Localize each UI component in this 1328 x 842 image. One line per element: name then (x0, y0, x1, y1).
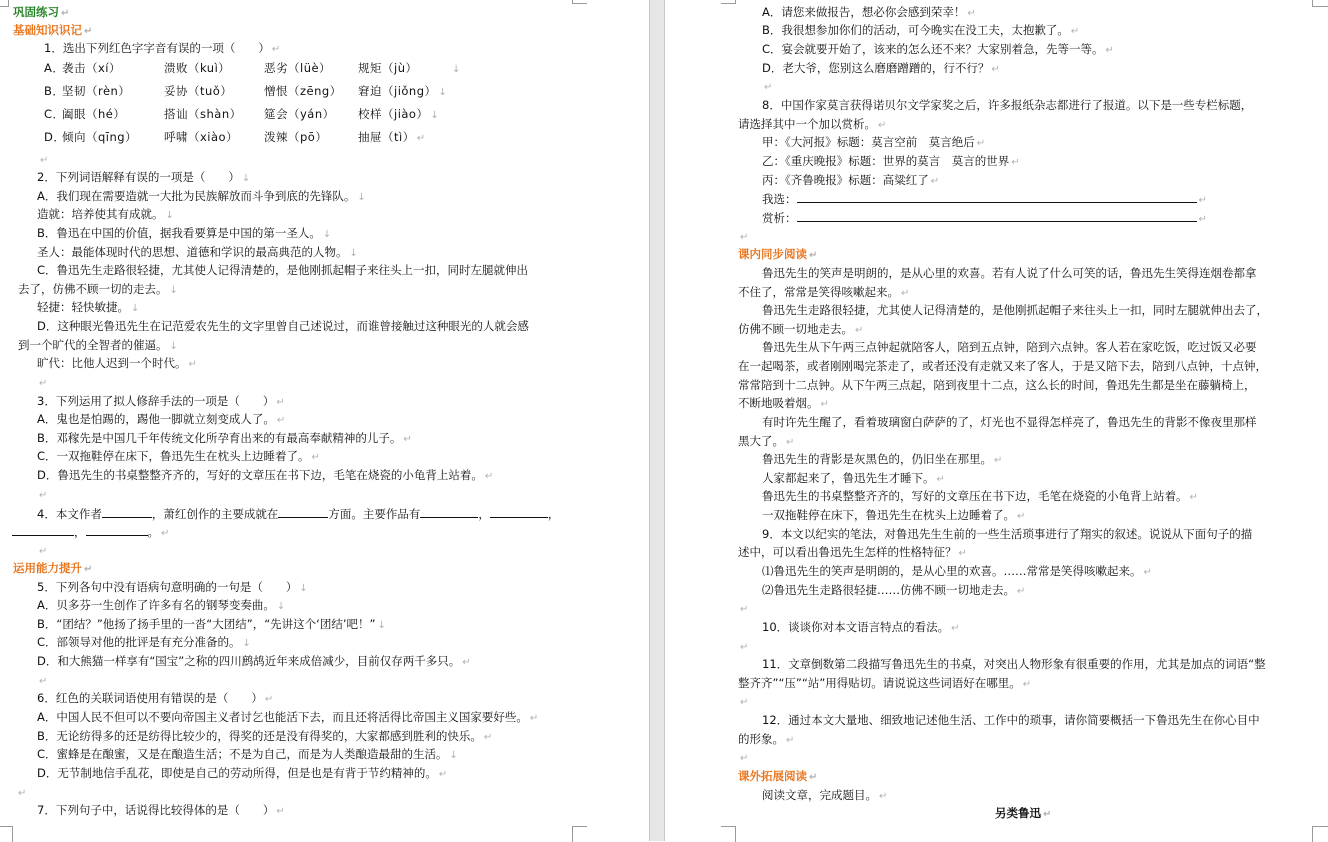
empty-paragraph: ↵ (39, 490, 48, 501)
passage-paragraph-3-line1: 鲁迅先生从下午两三点钟起就陪客人，陪到五点钟，陪到六点钟。客人若在家吃饭，吃过饭又必要 (762, 340, 1257, 354)
question-5-option-a: A．贝多芬一生创作了许多有名的钢琴变奏曲。 ↓ (37, 598, 286, 612)
question-12-line2: 的形象。 ↵ (738, 732, 795, 746)
question-1-option-c: C．阖眼（hé） 搭讪（shàn） 筵会（yán） 校样（jiào） ↓ (44, 107, 440, 121)
answer-blank[interactable] (102, 505, 152, 518)
question-4-line2: ， 。 ↵ (12, 523, 169, 539)
page-corner-mark (0, 0, 9, 7)
passage-paragraph-4-line2: 黑大了。 ↵ (738, 434, 795, 448)
question-8-option-bing: 丙：《齐鲁晚报》标题：高粱红了 ↵ (762, 173, 940, 187)
answer-blank[interactable] (278, 505, 328, 518)
passage-paragraph-3-line4: 不断地吸着烟。 ↵ (738, 396, 829, 410)
question-8-stem-line2: 请选择其中一个加以赏析。 ↵ (738, 117, 887, 131)
empty-paragraph: ↵ (40, 155, 49, 166)
empty-paragraph: ↵ (18, 788, 27, 799)
document-page-left (0, 0, 649, 841)
question-3-option-a: A．鬼也是怕踢的，踢他一脚就立刻变成人了。 ↵ (37, 412, 286, 426)
question-2-option-b-definition: 圣人：最能体现时代的思想、道德和学识的最高典范的人物。 ↓ (37, 245, 358, 259)
analysis-answer-line[interactable] (797, 209, 1197, 222)
page-corner-mark (572, 826, 587, 842)
passage-paragraph-6: 人家都起来了，鲁迅先生才睡下。 ↵ (762, 471, 945, 485)
page-corner-mark (1312, 826, 1328, 842)
answer-blank[interactable] (420, 505, 478, 518)
passage-paragraph-3-line3: 常常陪到十二点钟。从下午两三点起，陪到夜里十二点，这么长的时间，鲁迅先生都是坐在藤躺椅上， (738, 378, 1256, 392)
passage-paragraph-1-line2: 不住了，常常是笑得咳嗽起来。 ↵ (738, 285, 910, 299)
empty-paragraph: ↵ (740, 642, 749, 653)
question-8-stem-line1: 8．中国作家莫言获得诺贝尔文学家奖之后，许多报纸杂志都进行了报道。以下是一些专栏标题， (762, 98, 1253, 112)
question-10: 10．谈谈你对本文语言特点的看法。 ↵ (762, 620, 960, 634)
page-corner-mark (721, 826, 736, 842)
empty-paragraph: ↵ (740, 604, 749, 615)
passage-paragraph-3-line2: 在一起喝茶，或者刚刚喝完茶走了，或者还没有走就又来了客人，于是又陪下去，陪到八点钟，十点钟， (738, 359, 1267, 373)
passage-paragraph-5: 鲁迅先生的背影是灰黑色的，仍旧坐在那里。 ↵ (762, 452, 1003, 466)
section-heading-basic-knowledge: 基础知识识记 ↵ (13, 23, 93, 37)
question-2-option-a-definition: 造就：培养使其有成就。 ↓ (37, 207, 174, 221)
question-2-option-c-definition: 轻捷：轻快敏捷。 ↓ (37, 300, 140, 314)
question-12-line1: 12．通过本文大量地、细致地记述他生活、工作中的琐事，请你简要概括一下鲁迅先生在你心目中 (762, 713, 1260, 727)
question-3-option-c: C．一双拖鞋停在床下，鲁迅先生在枕头上边睡着了。 ↵ (37, 449, 320, 463)
question-8-analysis-row: 赏析： ↵ (762, 211, 1207, 225)
question-6-option-b: B．无论纺得多的还是纺得比较少的，得奖的还是没有得奖的，大家都感到胜利的快乐。 ↵ (37, 729, 493, 743)
question-9-stem-line2: 述中，可以看出鲁迅先生怎样的性格特征？ ↵ (738, 545, 967, 559)
answer-blank[interactable] (490, 505, 548, 518)
answer-blank[interactable] (86, 523, 148, 536)
question-7-option-b: B．我很想参加你们的活动，可今晚实在没工夫，太抱歉了。 ↵ (762, 23, 1080, 37)
answer-blank[interactable] (12, 523, 74, 536)
passage-paragraph-2-line2: 仿佛不顾一切地走去。 ↵ (738, 322, 864, 336)
section-heading-in-class-reading: 课内同步阅读 ↵ (738, 247, 818, 261)
question-2-option-c-line1: C．鲁迅先生走路很轻捷，尤其使人记得清楚的，是他刚抓起帽子来往头上一扣，同时左腿就伸出 (37, 263, 529, 277)
question-2-option-c-line2: 去了，仿佛不顾一切的走去。 ↓ (18, 282, 178, 296)
question-7-stem: 7．下列句子中，话说得比较得体的是（ ） ↵ (37, 803, 285, 817)
empty-paragraph: ↵ (764, 82, 773, 93)
question-2-option-d-line2: 到一个旷代的全智者的催逼。 ↓ (18, 338, 178, 352)
empty-paragraph: ↵ (39, 546, 48, 557)
question-9-stem-line1: 9．本文以纪实的笔法，对鲁迅先生生前的一些生活琐事进行了翔实的叙述。说说从下面句子的描 (762, 527, 1253, 541)
page-gutter (649, 0, 665, 841)
page-corner-mark (572, 0, 587, 4)
question-8-option-jia: 甲：《大河报》标题：莫言空前 莫言绝后 ↵ (762, 135, 986, 149)
question-2-option-d-line1: D．这种眼光鲁迅先生在记范爱农先生的文字里曾自己述说过，而谁曾接触过这种眼光的人就会感 (37, 319, 529, 333)
empty-paragraph: ↵ (39, 676, 48, 687)
question-5-option-c: C．部领导对他的批评是有充分准备的。 ↓ (37, 635, 251, 649)
document-page-right (665, 0, 1328, 841)
question-2-stem: 2．下列词语解释有误的一项是（ ） ↓ (37, 170, 251, 184)
empty-paragraph: ↵ (740, 697, 749, 708)
question-6-option-c: C．蜜蜂是在酿蜜，又是在酿造生活；不是为自己，而是为人类酿造最甜的生活。 ↓ (37, 747, 458, 761)
empty-paragraph: ↵ (740, 753, 749, 764)
question-6-option-a: A．中国人民不但可以不要向帝国主义者讨乞也能活下去，而且还将活得比帝国主义国家要好些。 ↵ (37, 710, 539, 724)
section-heading-applied-ability: 运用能力提升 ↵ (13, 561, 93, 575)
question-7-option-c: C．宴会就要开始了，该来的怎么还不来？大家别着急，先等一等。 ↵ (762, 42, 1114, 56)
page-corner-mark (721, 0, 736, 4)
question-2-option-d-definition: 旷代：比他人迟到一个时代。 ↵ (37, 356, 197, 370)
question-2-option-a: A．我们现在需要造就一大批为民族解放而斗争到底的先锋队。 ↓ (37, 189, 366, 203)
question-1-stem: 1．选出下列红色字字音有误的一项（ ） ↵ (44, 41, 281, 55)
passage-paragraph-8: 一双拖鞋停在床下，鲁迅先生在枕头上边睡着了。 ↵ (762, 508, 1026, 522)
heading-review-practice: 巩固练习 ↵ (13, 5, 70, 19)
page-corner-mark (0, 826, 13, 842)
question-11-line1: 11．文章倒数第二段描写鲁迅先生的书桌，对突出人物形象有很重要的作用，尤其是加点的词语“整 (762, 657, 1266, 671)
question-3-option-b: B．邓稼先是中国几千年传统文化所孕育出来的有最高奉献精神的儿子。 ↵ (37, 431, 412, 445)
question-7-option-a: A．请您来做报告，想必你会感到荣幸！ ↵ (762, 5, 976, 19)
passage-paragraph-7: 鲁迅先生的书桌整整齐齐的，写好的文章压在书下边，毛笔在烧瓷的小龟背上站着。 ↵ (762, 489, 1198, 503)
question-5-stem: 5．下列各句中没有语病句意明确的一句是（ ） ↓ (37, 580, 308, 594)
passage-paragraph-2-line1: 鲁迅先生走路很轻捷，尤其使人记得清楚的，是他刚抓起帽子来往头上一扣，同时左腿就伸出去了， (762, 303, 1268, 317)
question-3-option-d: D．鲁迅先生的书桌整整齐齐的，写好的文章压在书下边，毛笔在烧瓷的小龟背上站着。 ↵ (37, 468, 494, 482)
question-11-line2: 整齐齐”“压”“站”用得贴切。请说说这些词语好在哪里。 ↵ (738, 676, 1032, 690)
question-2-option-b: B．鲁迅在中国的价值，据我看要算是中国的第一圣人。 ↓ (37, 226, 332, 240)
reading-instruction: 阅读文章，完成题目。 ↵ (762, 788, 888, 802)
page-corner-mark (1312, 0, 1328, 7)
question-3-stem: 3．下列运用了拟人修辞手法的一项是（ ） ↵ (37, 394, 285, 408)
question-6-option-d: D．无节制地信手乱花，即使是自己的劳动所得，但是也是有背于节约精神的。 ↵ (37, 766, 448, 780)
question-8-option-yi: 乙：《重庆晚报》标题：世界的莫言 莫言的世界 ↵ (762, 154, 1020, 168)
question-1-option-b: B．坚韧（rèn） 妥协（tuǒ） 憎恨（zēng） 窘迫（jiǒng） ↓ (44, 84, 448, 98)
question-6-stem: 6．红色的关联词语使用有错误的是（ ） ↵ (37, 691, 274, 705)
question-4-line1: 4．本文作者 ，萧红创作的主要成就在 方面。主要作品有 ， ， (37, 507, 560, 521)
question-1-option-a: A．袭击（xí） 溃败（kuì） 恶劣（lüè） 规矩（jù） ↓ (44, 61, 461, 75)
question-9-sentence-1: ⑴鲁迅先生的笑声是明朗的，是从心里的欢喜。……常常是笑得咳嗽起来。 ↵ (762, 564, 1152, 578)
passage-paragraph-1-line1: 鲁迅先生的笑声是明朗的，是从心里的欢喜。若有人说了什么可笑的话，鲁迅先生笑得连烟卷都拿 (762, 266, 1257, 280)
passage-paragraph-4-line1: 有时许先生醒了，看着玻璃窗白萨萨的了，灯光也不显得怎样亮了，鲁迅先生的背影不像夜里那样 (762, 415, 1257, 429)
question-8-choice-row: 我选： ↵ (762, 192, 1207, 206)
choice-answer-line[interactable] (797, 190, 1197, 203)
article-title: 另类鲁迅 ↵ (995, 806, 1052, 820)
question-9-sentence-2: ⑵鲁迅先生走路很轻捷……仿佛不顾一切地走去。 ↵ (762, 583, 1026, 597)
empty-paragraph: ↵ (39, 378, 48, 389)
question-5-option-d: D．和大熊猫一样享有“国宝”之称的四川鹧鸪近年来成倍减少，目前仅存两千多只。 ↵ (37, 654, 471, 668)
question-5-option-b: B．“团结？”他扬了扬手里的一沓“大团结”，“先讲这个‘团结’吧！” ↓ (37, 617, 386, 631)
section-heading-extracurricular-reading: 课外拓展阅读 ↵ (738, 769, 818, 783)
empty-paragraph: ↵ (740, 232, 749, 243)
question-7-option-d: D．老大爷，您别这么磨磨蹭蹭的，行不行？ ↵ (762, 61, 1000, 75)
question-1-option-d: D．倾向（qīng） 呼啸（xiào） 泼辣（pō） 抽屉（tì） ↵ (44, 130, 426, 144)
